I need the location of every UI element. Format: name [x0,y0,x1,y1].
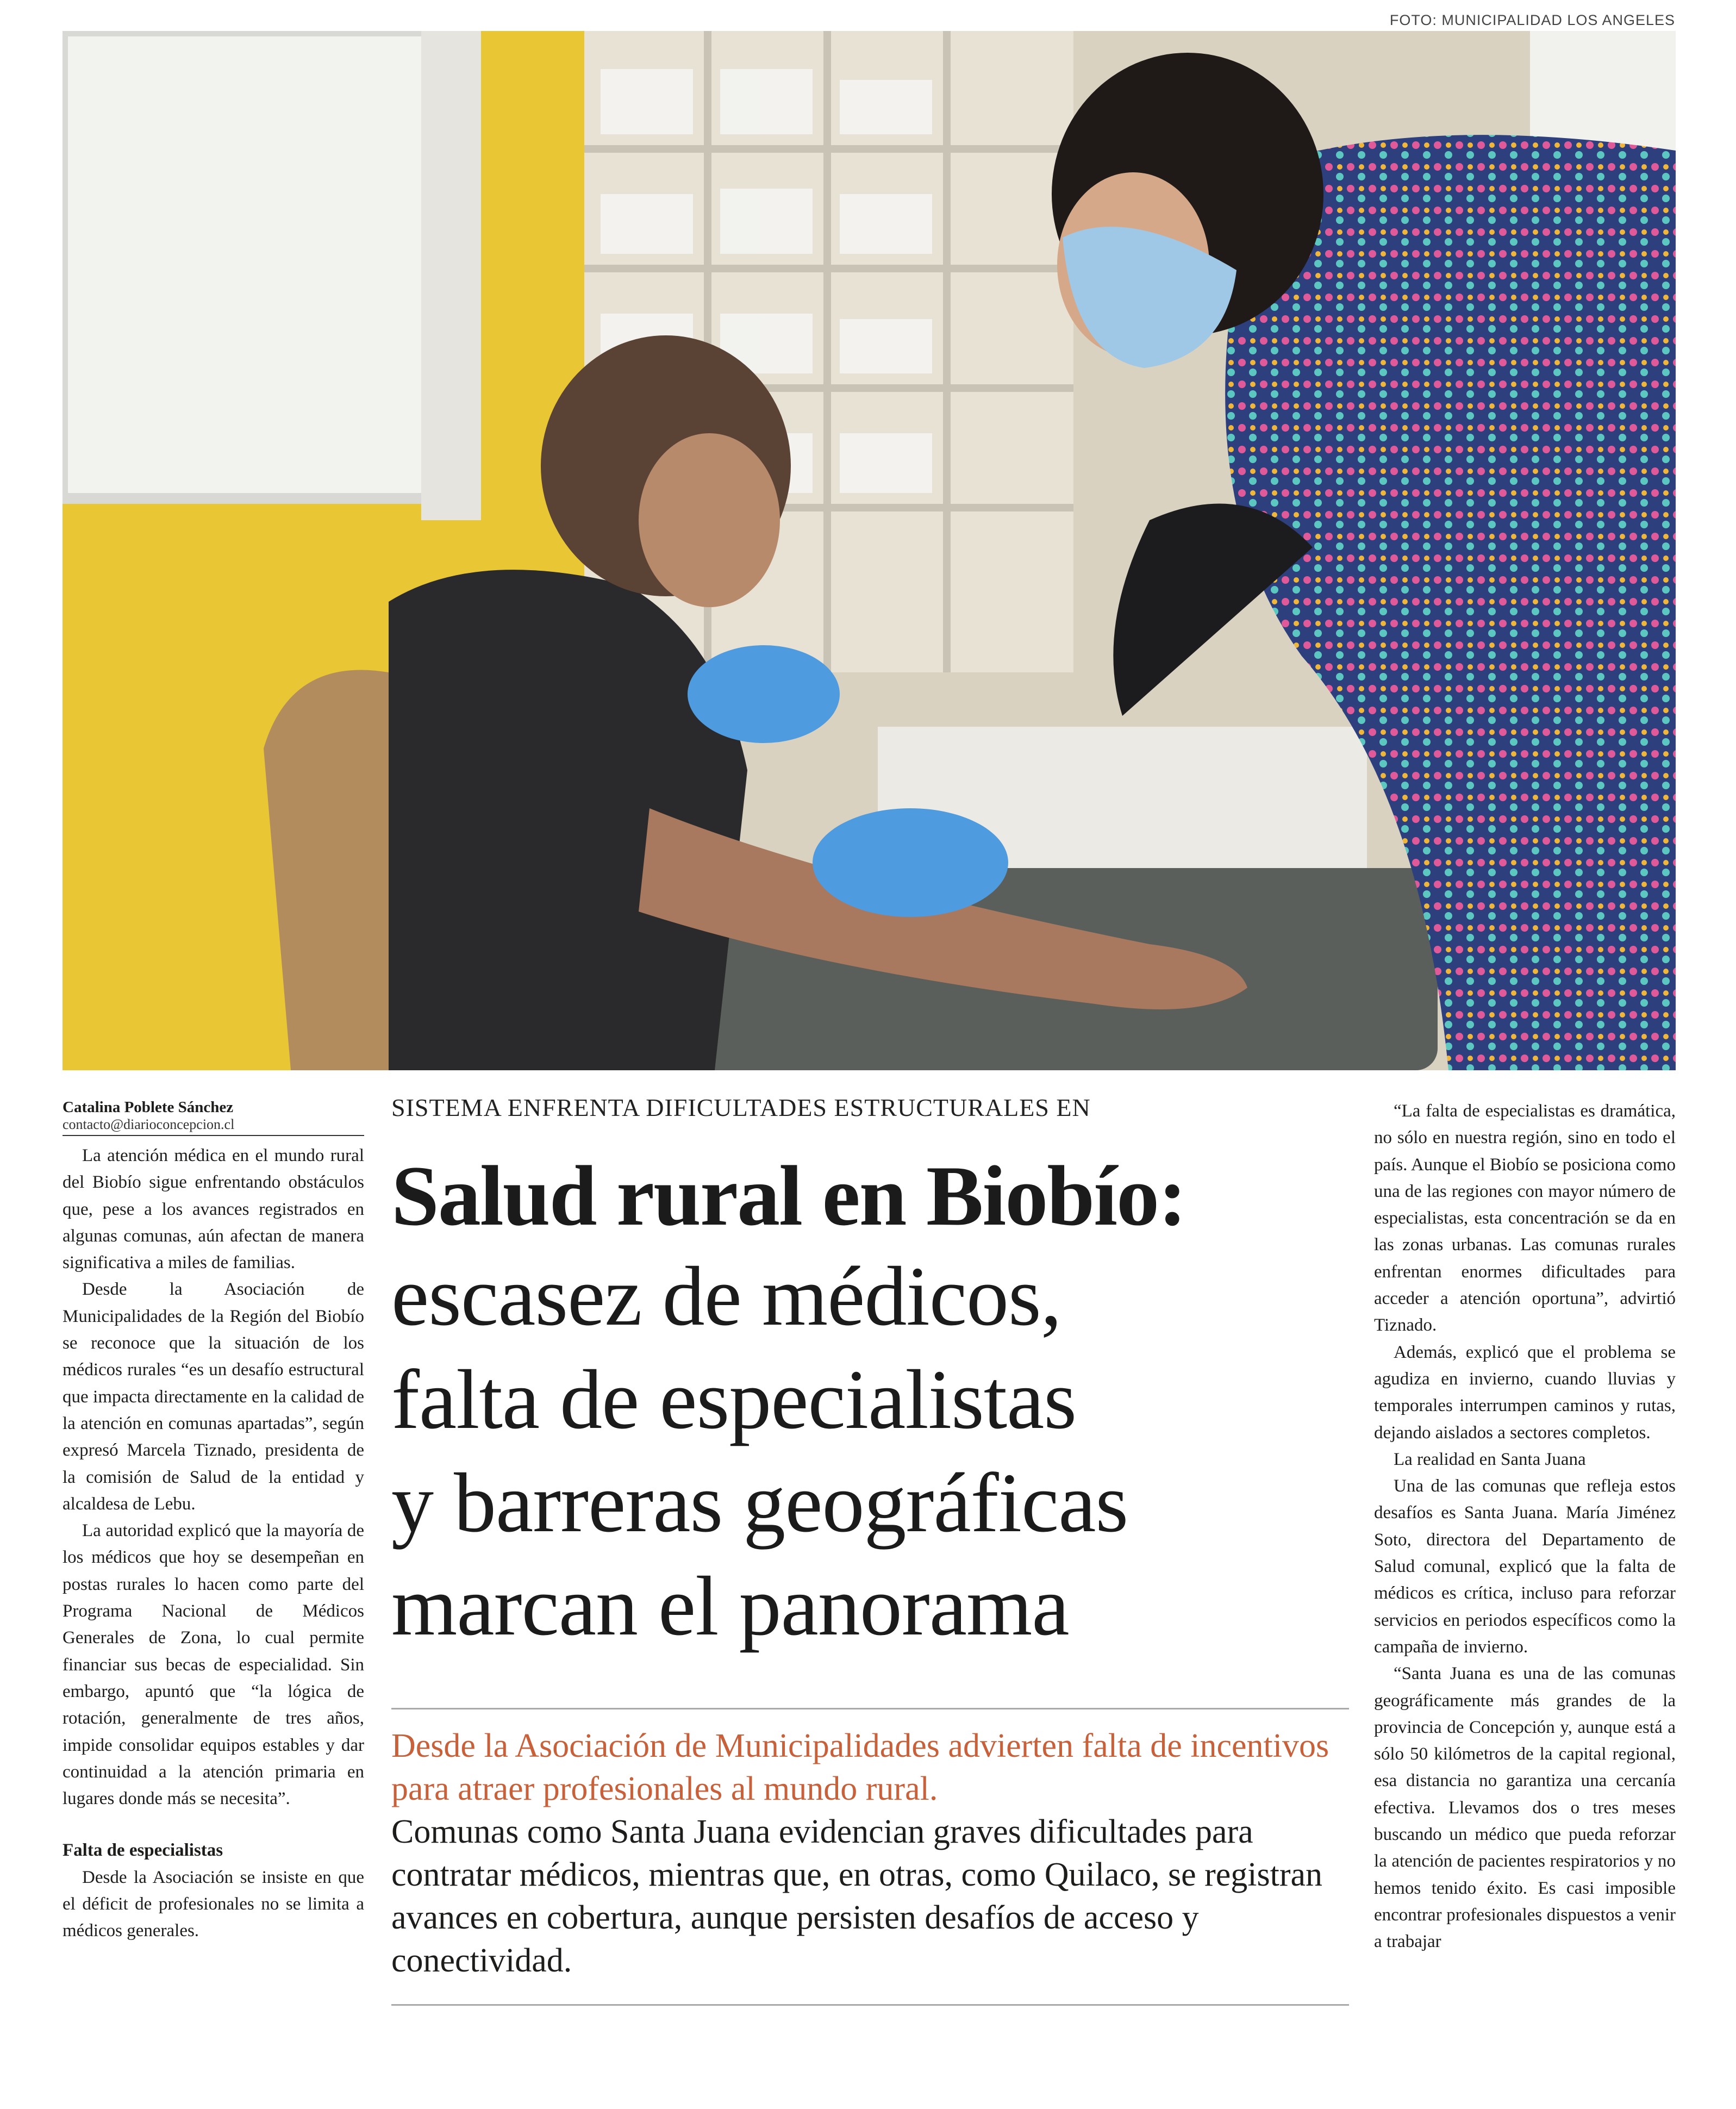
byline-email: contacto@diarioconcepcion.cl [63,1116,235,1132]
right-paragraph: Además, explicó que el problema se agudiza en invierno, cuando lluvias y temporales interrumpen caminos y rutas, dejando aislados a sectores completos. [1374,1342,1676,1443]
divider-top [391,1708,1349,1709]
byline-rule [63,1135,364,1136]
center-column [391,1091,1349,2006]
kicker: SISTEMA ENFRENTA DIFICULTADES ESTRUCTURALES EN [391,1094,1091,1121]
left-paragraph: La autoridad explicó que la mayoría de los médicos que hoy se desempeñan en postas rurales lo hacen como parte del Programa Nacional de Médicos Generales de Zona, lo cual permite financiar sus becas de especialidad. Sin embargo, apuntó que “la lógica de rotación, generalmente de tres años, impide consolidar equipos estables y dar continuidad a la atención primaria en lugares donde más se necesita”. [63,1521,364,1809]
left-paragraph: Desde la Asociación se insiste en que el déficit de profesionales no se limita a médicos generales. [63,1867,364,1941]
right-subhead: La realidad en Santa Juana [1394,1449,1586,1469]
left-subhead: Falta de especialistas [63,1840,223,1861]
summary: Comunas como Santa Juana evidencian graves dificultades para contratar médicos, mientras que, en otras, como Quilaco, se registran avances en cobertura, aunque persisten desafíos de acceso y conectividad. [391,1813,1323,1979]
lede: Desde la Asociación de Municipalidades advierten falta de incentivos para atraer profesionales al mundo rural. [391,1727,1329,1807]
right-paragraph: “La falta de especialistas es dramática, no sólo en nuestra región, sino en todo el país. Aunque el Biobío se posiciona como una de las regiones con mayor número de especialistas, esta concentración se da en las zonas urbanas. Las comunas rurales enfrentan enormes dificultades para acceder a atención oportuna”, advirtió Tiznado. [1374,1101,1676,1336]
photo-illustration [63,31,1676,1070]
left-column [63,1098,364,1945]
headline-line: marcan el panorama [391,1559,1069,1653]
headline-line: escasez de médicos, [391,1249,1061,1343]
photo-credit: FOTO: MUNICIPALIDAD LOS ANGELES [1389,12,1675,28]
right-body [1374,1098,1676,1956]
headline-bold: Salud rural en Biobío: [391,1149,1186,1244]
article-photo [63,31,1676,1070]
byline-name: Catalina Poblete Sánchez [63,1099,234,1116]
left-paragraph: Desde la Asociación de Municipalidades de la Región del Biobío se reconoce que la situación de los médicos rurales “es un desafío estructural que impacta directamente en la calidad de la atención en comunas apartadas”, según expresó Marcela Tiznado, presidenta de la comisión de Salud de la entidad y alcaldesa de Lebu. [63,1280,364,1514]
photo-patient [389,570,747,1070]
headline-line: y barreras geográficas [391,1456,1128,1550]
left-body [63,1143,364,1945]
photo-window [63,31,476,498]
photo-glove [688,645,840,743]
headline-line: falta de especialistas [391,1352,1077,1446]
right-paragraph: Una de las comunas que refleja estos desafíos es Santa Juana. María Jiménez Soto, directora del Departamento de Salud comunal, explicó que la falta de médicos es crítica, incluso para reforzar servicios en periodos específicos como la campaña de invierno. [1374,1476,1676,1657]
right-paragraph: “Santa Juana es una de las comunas geográficamente más grandes de la provincia de Concepción y, aunque está a sólo 50 kilómetros de la capital regional, esa distancia no garantiza una cercanía efectiva. Llevamos dos o tres meses buscando un médico que pueda reforzar la atención de pacientes respiratorios y no hemos tenido éxito. Es casi imposible encontrar profesionales dispuestos a venir a trabajar [1374,1664,1676,1952]
right-column [1374,1098,1676,1956]
divider-bottom [391,2004,1349,2006]
left-paragraph: La atención médica en el mundo rural del Biobío sigue enfrentando obstáculos que, pese a los avances registrados en algunas comunas, aún afectan de manera significativa a miles de familias. [63,1146,364,1273]
